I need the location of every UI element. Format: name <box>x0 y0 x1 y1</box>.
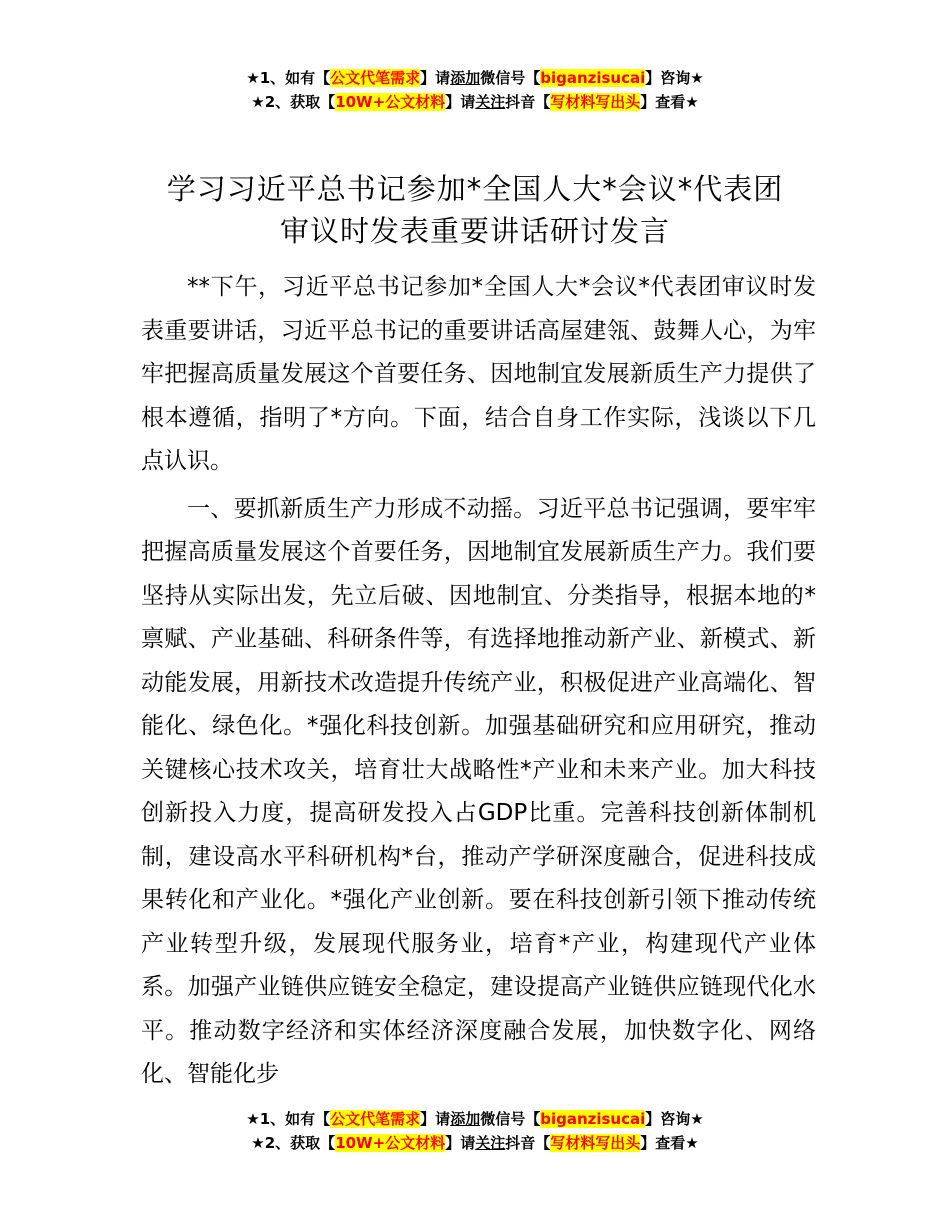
banner-highlight: 写材料写出头 <box>550 93 641 111</box>
banner-text: 】咨询★ <box>645 1110 704 1128</box>
banner-underlined: 关注 <box>475 1134 506 1152</box>
banner-text: 】请 <box>420 1110 451 1128</box>
banner-line-1 <box>0 1107 950 1131</box>
banner-line-1 <box>0 66 950 90</box>
banner-text: 】请 <box>445 1134 476 1152</box>
banner-text: 】请 <box>420 69 451 87</box>
banner-text: 抖音【 <box>505 1134 551 1152</box>
banner-text: 抖音【 <box>505 93 551 111</box>
banner-underlined: 添加 <box>450 1110 481 1128</box>
banner-line-2 <box>0 90 950 114</box>
banner-line-2 <box>0 1131 950 1155</box>
banner-highlight: 公文代笔需求 <box>330 1110 421 1128</box>
banner-text: ★2、获取【 <box>251 93 336 111</box>
banner-text: 】咨询★ <box>645 69 704 87</box>
banner-highlight: 10W+公文材料 <box>335 1134 446 1152</box>
banner-text: ★2、获取【 <box>251 1134 336 1152</box>
banner-text: ★1、如有【 <box>246 69 331 87</box>
document-title <box>100 168 850 252</box>
paragraph-section-1: 一、要抓新质生产力形成不动摇。习近平总书记强调，要牢牢把握高质量发展这个首要任务，因地制宜发展新质生产力。我们要坚持从实际出发，先立后破、因地制宜、分类指导，根据本地的*禀赋、产业基础、科研条件等，有选择地推动新产业、新模式、新动能发展，用新技术改造提升传统产业，积极促进产业高端化、智能化、绿色化。*强化科技创新。加强基础研究和应用研究，推动关键核心技术攻关，培育壮大战略性*产业和未来产业。加大科技创新投入力度，提高研发投入占GDP比重。完善科技创新体制机制，建设高水平科研机构*台，推动产学研深度融合，促进科技成果转化和产业化。*强化产业创新。要在科技创新引领下推动传统产业转型升级，发展现代服务业，培育*产业，构建现代产业体系。加强产业链供应链安全稳定，建设提高产业链供应链现代化水平。推动数字经济和实体经济深度融合发展，加快数字化、网络化、智能化步 <box>141 495 816 1087</box>
banner-text: 】请 <box>445 93 476 111</box>
paragraph-intro: **下午，习近平总书记参加*全国人大*会议*代表团审议时发表重要讲话，习近平总书记的重要讲话高屋建瓴、鼓舞人心，为牢牢把握高质量发展这个首要任务、因地制宜发展新质生产力提供了根本遵循，指明了*方向。下面，结合自身工作实际，浅谈以下几点认识。 <box>141 274 816 474</box>
title-line-2: 审议时发表重要讲话研讨发言 <box>279 214 670 248</box>
document-body <box>141 266 816 1097</box>
banner-underlined: 关注 <box>475 93 506 111</box>
banner-highlight: 写材料写出头 <box>550 1134 641 1152</box>
title-line-1: 学习习近平总书记参加*全国人大*会议*代表团 <box>166 172 784 206</box>
banner-text: 】查看★ <box>640 93 699 111</box>
banner-text: 微信号【 <box>480 1110 541 1128</box>
top-banner <box>0 66 950 114</box>
bottom-banner <box>0 1107 950 1155</box>
banner-text: ★1、如有【 <box>246 1110 331 1128</box>
banner-highlight: biganzisucai <box>540 1110 646 1128</box>
banner-highlight: 10W+公文材料 <box>335 93 446 111</box>
banner-underlined: 添加 <box>450 69 481 87</box>
banner-highlight: biganzisucai <box>540 69 646 87</box>
banner-text: 】查看★ <box>640 1134 699 1152</box>
banner-text: 微信号【 <box>480 69 541 87</box>
banner-highlight: 公文代笔需求 <box>330 69 421 87</box>
